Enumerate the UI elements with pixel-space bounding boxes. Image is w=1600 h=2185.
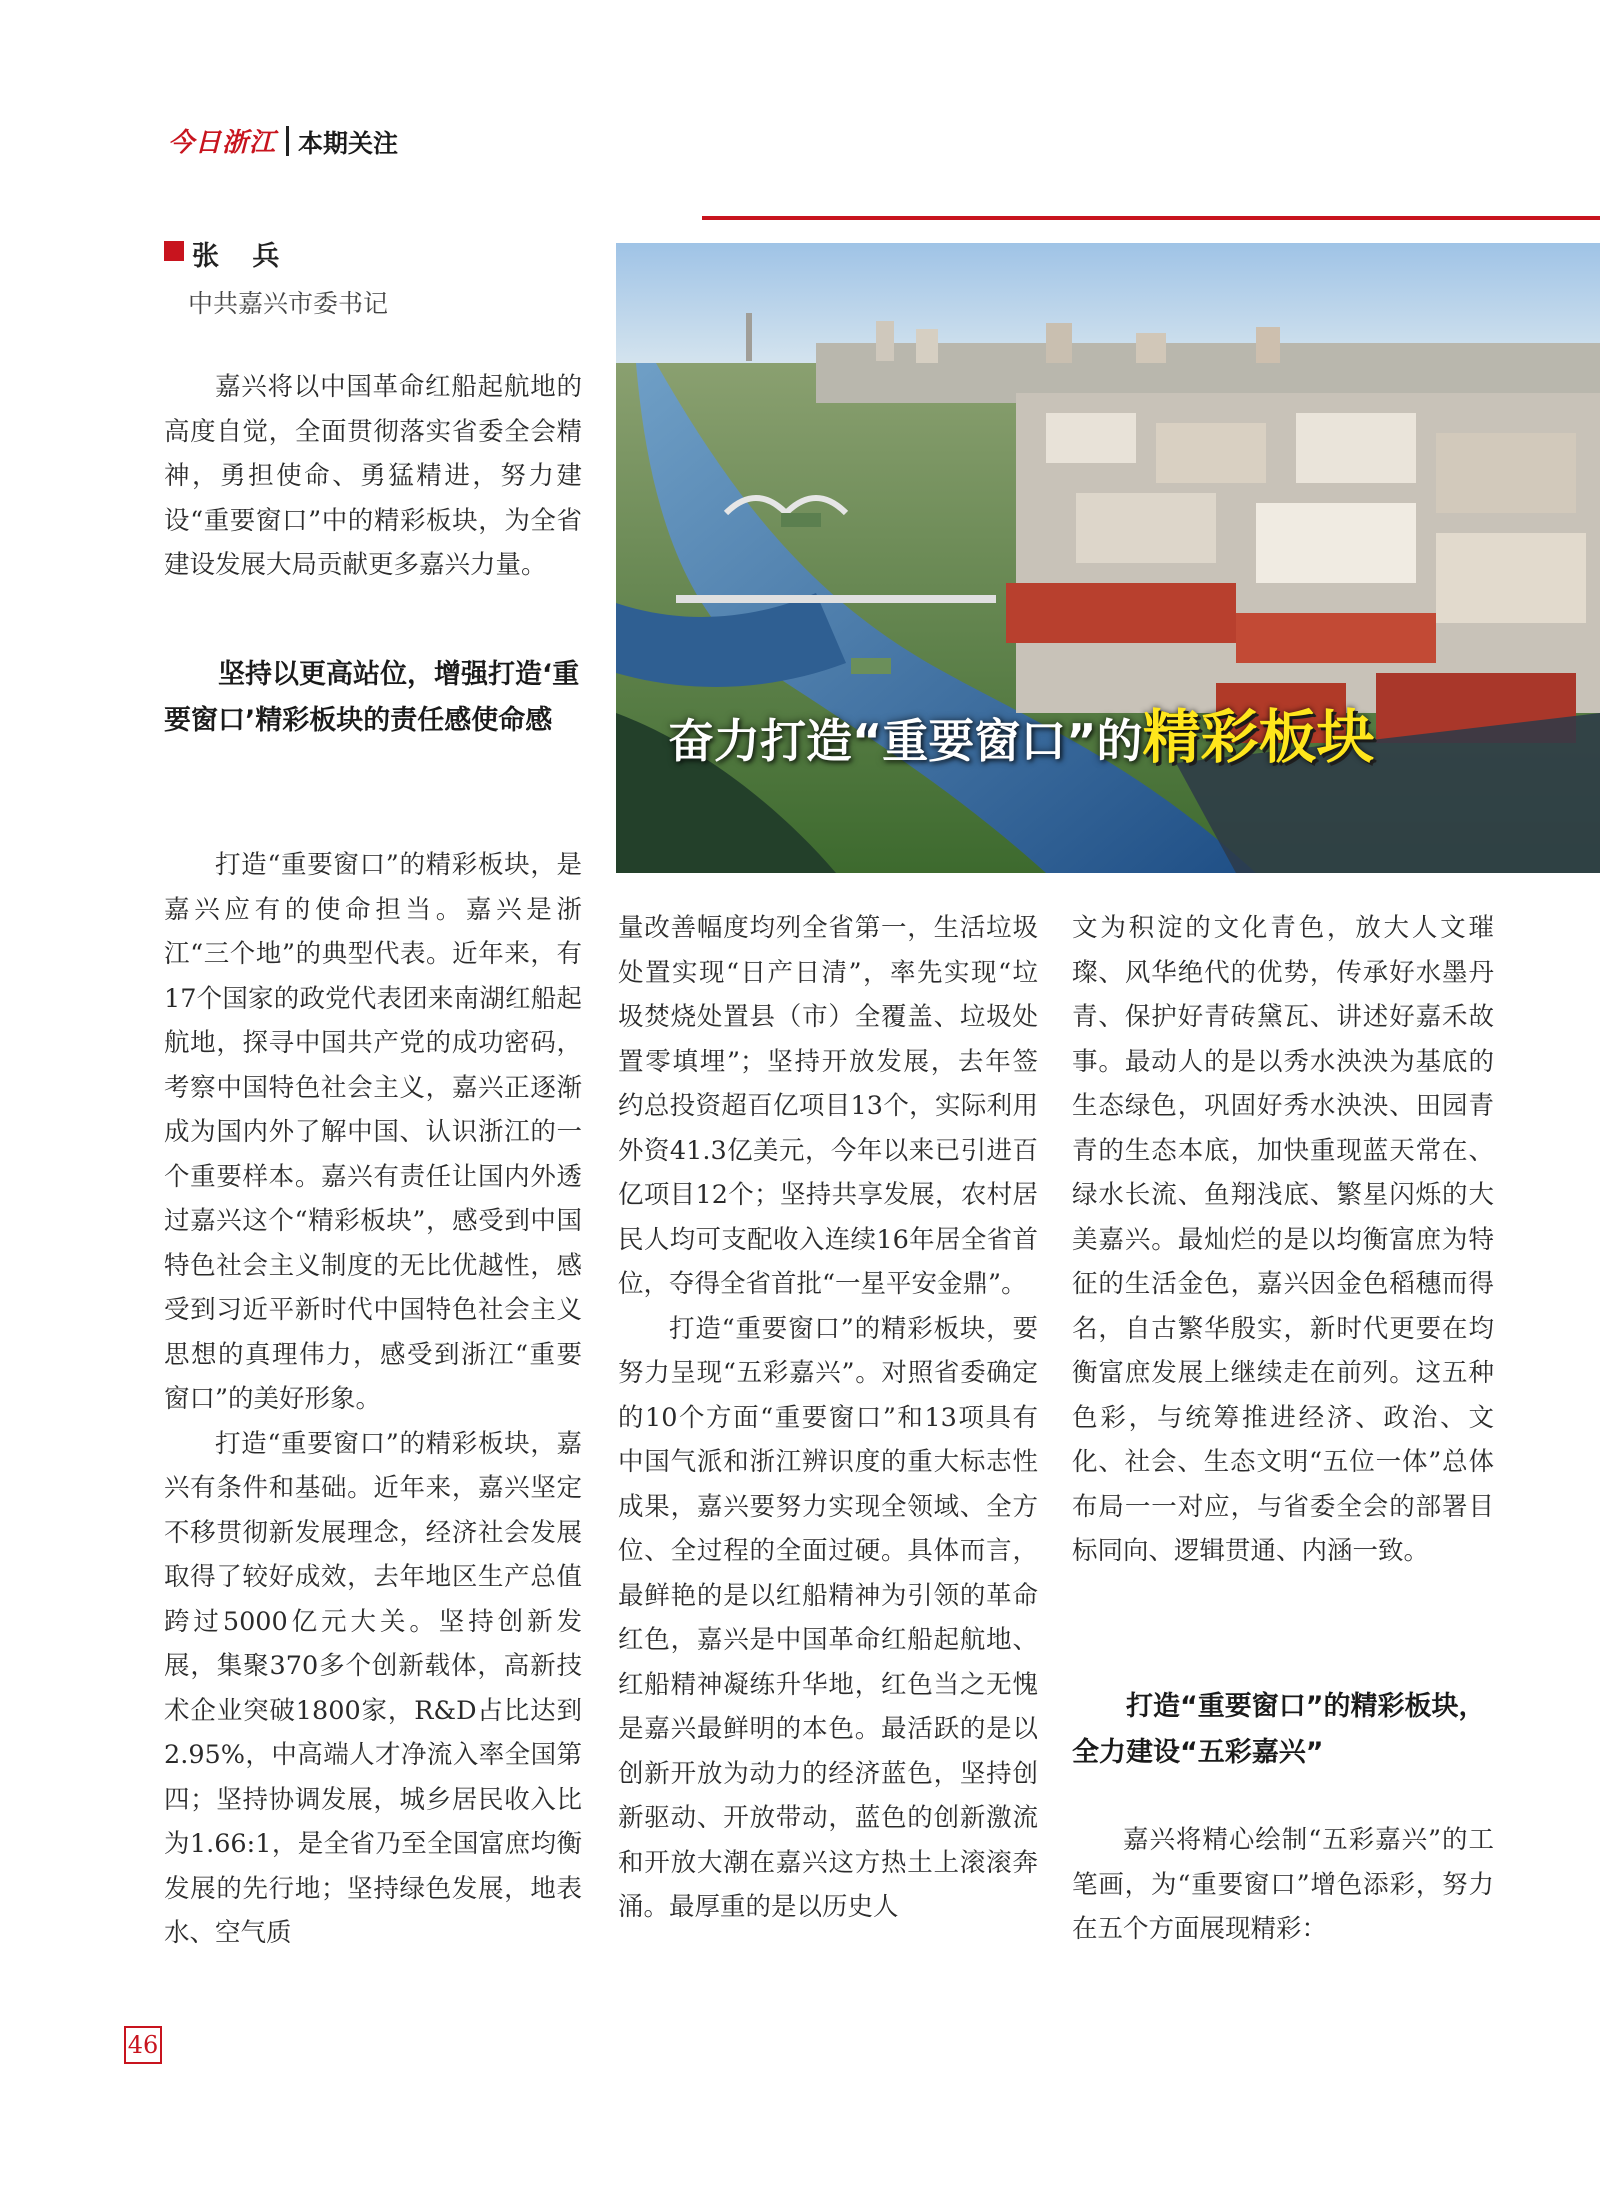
caption-highlight: 精彩板块 [1142,703,1375,771]
column-3 [1072,906,1494,1574]
section-label: 本期关注 [298,129,399,158]
subheading-2: 打造“重要窗口”的精彩板块，全力建设“五彩嘉兴” [1072,1691,1486,1768]
caption-main: 奋力打造“重要窗口”的 [668,714,1143,768]
photo-caption [668,690,1374,774]
author-name: 张 兵 [192,241,292,272]
red-rule [702,216,1600,220]
page-number: 46 [124,2026,162,2064]
author-title: 中共嘉兴市委书记 [188,289,389,318]
column-2 [618,906,1038,1930]
column-1 [164,843,582,1956]
header-divider [286,126,289,156]
author-marker [164,241,184,261]
aerial-city-canal-image [616,243,1600,873]
col3-closing-paragraph: 嘉兴将精心绘制“五彩嘉兴”的工笔画，为“重要窗口”增色添彩，努力在五个方面展现精彩： [1072,1825,1494,1944]
subheading-1: 坚持以更高站位，增强打造‘重要窗口’精彩板块的责任感使命感 [164,659,580,736]
col3-paragraph: 文为积淀的文化青色，放大人文璀璨、风华绝代的优势，传承好水墨丹青、保护好青砖黛瓦、讲述好嘉禾故事。最动人的是以秀水泱泱为基底的生态绿色，巩固好秀水泱泱、田园青青的生态本底，加快重现蓝天常在、绿水长流、鱼翔浅底、繁星闪烁的大美嘉兴。最灿烂的是以均衡富庶为特征的生活金色，嘉兴因金色稻穗而得名，自古繁华殷实，新时代更要在均衡富庶发展上继续走在前列。这五种色彩，与统筹推进经济、政治、文化、社会、生态文明“五位一体”总体布局一一对应，与省委全会的部署目标同向、逻辑贯通、内涵一致。 [1072,913,1494,1566]
col2-paragraph: 打造“重要窗口”的精彩板块，要努力呈现“五彩嘉兴”。对照省委确定的10个方面“重要窗口”和13项具有中国气派和浙江辨识度的重大标志性成果，嘉兴要努力实现全领域、全方位、全过程的全面过硬。具体而言，最鲜艳的是以红船精神为引领的革命红色，嘉兴是中国革命红船起航地、红船精神凝练升华地，红色当之无愧是嘉兴最鲜明的本色。最活跃的是以创新开放为动力的经济蓝色，坚持创新驱动、开放带动，蓝色的创新激流和开放大潮在嘉兴这方热土上滚滚奔涌。最厚重的是以历史人 [618,1313,1038,1922]
magazine-logo: 今日浙江 [168,128,277,158]
col1-paragraph: 打造“重要窗口”的精彩板块，是嘉兴应有的使命担当。嘉兴是浙江“三个地”的典型代表。近年来，有17个国家的政党代表团来南湖红船起航地，探寻中国共产党的成功密码，考察中国特色社会主义，嘉兴正逐渐成为国内外了解中国、认识浙江的一个重要样本。嘉兴有责任让国内外透过嘉兴这个“精彩板块”，感受到中国特色社会主义制度的无比优越性，感受到习近平新时代中国特色社会主义思想的真理伟力，感受到浙江“重要窗口”的美好形象。 [164,850,582,1414]
intro-paragraph [164,365,582,588]
intro-text: 嘉兴将以中国革命红船起航地的高度自觉，全面贯彻落实省委全会精神，勇担使命、勇猛精进，努力建设“重要窗口”中的精彩板块，为全省建设发展大局贡献更多嘉兴力量。 [164,372,582,580]
col2-paragraph: 量改善幅度均列全省第一，生活垃圾处置实现“日产日清”，率先实现“垃圾焚烧处置县（市）全覆盖、垃圾处置零填埋”；坚持开放发展，去年签约总投资超百亿项目13个，实际利用外资41.3亿美元，今年以来已引进百亿项目12个；坚持共享发展，农村居民人均可支配收入连续16年居全省首位，夺得全省首批“一星平安金鼎”。 [618,913,1038,1299]
column-3-closing [1072,1818,1494,1952]
col1-paragraph: 打造“重要窗口”的精彩板块，嘉兴有条件和基础。近年来，嘉兴坚定不移贯彻新发展理念，经济社会发展取得了较好成效，去年地区生产总值跨过5000亿元大关。坚持创新发展，集聚370多个创新载体，高新技术企业突破1800家，R&D占比达到2.95%，中高端人才净流入率全国第四；坚持协调发展，城乡居民收入比为1.66:1，是全省乃至全国富庶均衡发展的先行地；坚持绿色发展，地表水、空气质 [164,1428,582,1948]
aerial-photo [616,243,1600,873]
